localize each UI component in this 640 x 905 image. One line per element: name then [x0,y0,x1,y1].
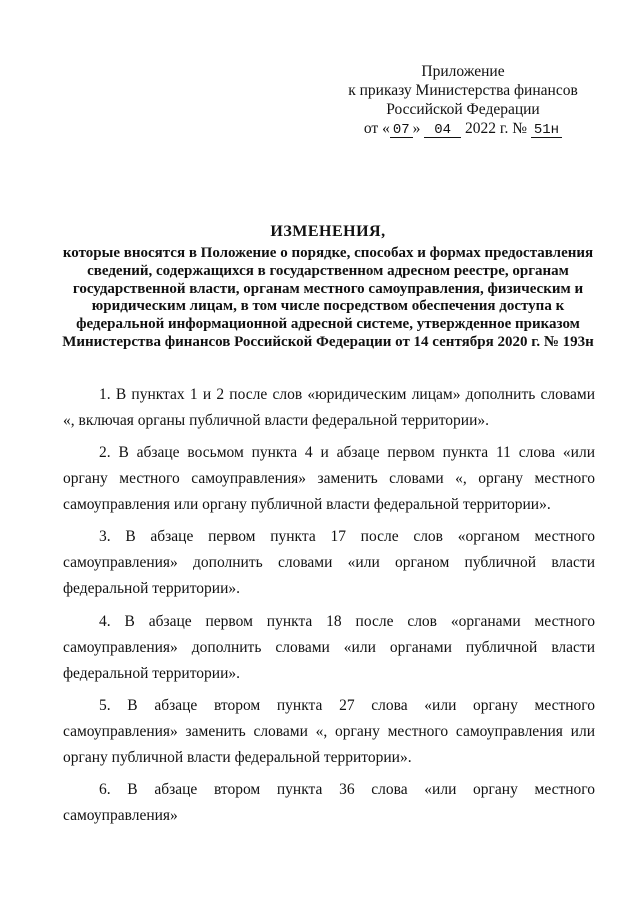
order-day: 07 [390,123,413,138]
document-title [58,222,598,352]
document-body [63,382,595,835]
paragraph-2: 2. В абзаце восьмом пункта 4 и абзаце первом пункта 11 слова «или органу местного самоуправления» заменить словами «, органу местного самоуправления или органу публичной власти федеральной территории». [63,444,595,514]
paragraph-1: 1. В пунктах 1 и 2 после слов «юридическим лицам» дополнить словами «, включая органы публичной власти федеральной территории». [63,386,595,429]
header-order-ref: к приказу Министерства финансов [348,82,578,99]
paragraph-5: 5. В абзаце втором пункта 27 слова «или органу местного самоуправления» заменить словами «, органу местного самоуправления или органу публичной власти федеральной территории». [63,696,595,766]
header-federation: Российской Федерации [386,101,540,118]
paragraph-4: 4. В абзаце первом пункта 18 после слов «органами местного самоуправления» дополнить словами «или органами публичной власти федеральной территории». [63,612,595,682]
approval-header [338,62,588,138]
paragraph-6: 6. В абзаце втором пункта 36 слова «или органу местного самоуправления» [63,780,595,824]
order-month: 04 [424,123,461,138]
paragraph-3: 3. В абзаце первом пункта 17 после слов «органом местного самоуправления» дополнить словами «или органом публичной власти федеральной территории». [63,528,595,598]
header-appendix: Приложение [421,63,505,80]
header-order-date-line [338,119,588,138]
order-number: 51н [531,123,562,138]
order-prefix: от « [363,120,390,137]
title-subtitle: которые вносятся в Положение о порядке, способах и формах предоставления сведений, содержащихся в государственном адресном реестре, органам государственной власти, органам местного самоуправления, физическим и юридическим лицам, в том числе посредством обеспечения доступа к федеральной информационной адресной системе, утвержденное приказом Министерства финансов Российской Федерации от 14 сентября 2020 г. № 193н [62,245,594,350]
order-year: 2022 г. № [464,120,527,137]
order-mid: » [412,120,421,137]
title-main: ИЗМЕНЕНИЯ, [270,223,386,240]
